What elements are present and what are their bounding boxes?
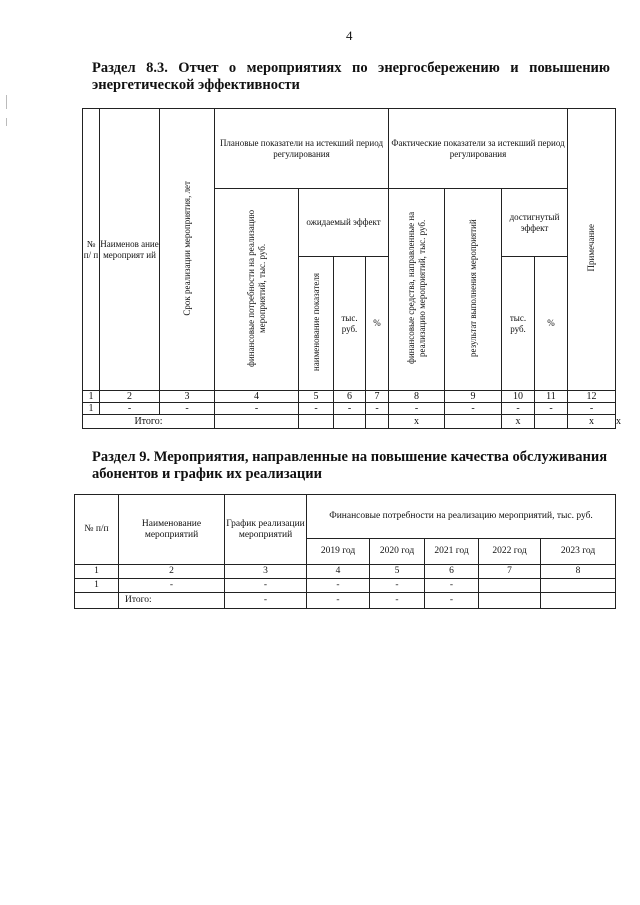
- cell: 1: [75, 579, 119, 593]
- cell: -: [445, 403, 502, 415]
- header-name: Наименование мероприятий: [119, 495, 225, 565]
- header-term: [160, 109, 215, 391]
- header-year: 2023 год: [541, 539, 616, 565]
- header-note: [568, 109, 616, 391]
- header-year: 2019 год: [307, 539, 370, 565]
- header-ach-rub: тыс. руб.: [502, 257, 535, 391]
- cell: -: [225, 579, 307, 593]
- header-plan-fin-text: финансовые потребности на реализацию мероприятий, тыс. руб.: [245, 209, 267, 367]
- col-number: 9: [445, 391, 502, 403]
- cell: -: [568, 403, 616, 415]
- header-ach-pct: %: [535, 257, 568, 391]
- table-row: [75, 579, 616, 593]
- margin-mark: [6, 95, 7, 109]
- cell: -: [119, 579, 225, 593]
- cell: -: [307, 593, 370, 609]
- header-number: № п/ п: [83, 109, 100, 391]
- col-number: 10: [502, 391, 535, 403]
- header-plan-group: Плановые показатели на истекший период регулирования: [215, 109, 389, 189]
- cell: -: [502, 403, 535, 415]
- cell: -: [299, 403, 334, 415]
- service-quality-table: [74, 494, 616, 609]
- cell: [535, 415, 568, 429]
- margin-mark: [6, 118, 7, 126]
- cell: x: [568, 415, 616, 429]
- col-number: 5: [370, 565, 425, 579]
- section-9-title: Раздел 9. Мероприятия, направленные на повышение качества обслуживания абонентов и график их реализации: [92, 449, 608, 482]
- col-number: 11: [535, 391, 568, 403]
- cell: -: [160, 403, 215, 415]
- cell: [75, 593, 119, 609]
- col-number: 8: [541, 565, 616, 579]
- cell: -: [425, 579, 479, 593]
- total-label: Итого:: [83, 415, 215, 429]
- cell: [299, 415, 334, 429]
- header-year: 2022 год: [479, 539, 541, 565]
- header-exp-name: [299, 257, 334, 391]
- col-number: 2: [119, 565, 225, 579]
- header-fact-result-text: результат выполнения мероприятий: [467, 219, 478, 357]
- cell: -: [100, 403, 160, 415]
- table-row: [83, 403, 616, 415]
- header-exp-rub: тыс. руб.: [334, 257, 366, 391]
- cell: -: [215, 403, 299, 415]
- col-number: 2: [100, 391, 160, 403]
- energy-saving-report-table: [82, 108, 621, 429]
- cell: -: [225, 593, 307, 609]
- header-exp-pct: %: [366, 257, 389, 391]
- col-number: 1: [75, 565, 119, 579]
- col-number: 3: [225, 565, 307, 579]
- cell: -: [389, 403, 445, 415]
- cell: 1: [83, 403, 100, 415]
- col-number: 1: [83, 391, 100, 403]
- col-number: 6: [425, 565, 479, 579]
- header-fact-fin: [389, 189, 445, 391]
- col-number: 3: [160, 391, 215, 403]
- cell: [215, 415, 299, 429]
- header-term-text: Срок реализации мероприятия, лет: [181, 180, 192, 316]
- cell: [541, 593, 616, 609]
- header-name: Наименов ание мероприят ий: [100, 109, 160, 391]
- cell: x: [389, 415, 445, 429]
- col-number: 7: [366, 391, 389, 403]
- col-number: 5: [299, 391, 334, 403]
- page-number: 4: [346, 28, 353, 43]
- cell: -: [307, 579, 370, 593]
- header-fact-fin-text: финансовые средства, направленные на реализацию мероприятий, тыс. руб.: [405, 211, 427, 365]
- col-number: 12: [568, 391, 616, 403]
- header-achieved-group: достигнутый эффект: [502, 189, 568, 257]
- header-fact-result: [445, 189, 502, 391]
- cell: -: [370, 593, 425, 609]
- cell: [366, 415, 389, 429]
- header-fact-group: Фактические показатели за истекший период регулирования: [389, 109, 568, 189]
- total-row: [75, 593, 616, 609]
- header-note-text: Примечание: [586, 224, 596, 272]
- col-number: 6: [334, 391, 366, 403]
- cell: [541, 579, 616, 593]
- cell: -: [535, 403, 568, 415]
- header-plan-fin: [215, 189, 299, 391]
- header-number: № п/п: [75, 495, 119, 565]
- header-exp-name-text: наименование показателя: [310, 272, 321, 372]
- col-number: 4: [307, 565, 370, 579]
- cell: -: [425, 593, 479, 609]
- col-number: 8: [389, 391, 445, 403]
- col-number: 4: [215, 391, 299, 403]
- header-expected-group: ожидаемый эффект: [299, 189, 389, 257]
- cell: [445, 415, 502, 429]
- cell: x: [502, 415, 535, 429]
- header-year: 2021 год: [425, 539, 479, 565]
- cell: [479, 593, 541, 609]
- header-year: 2020 год: [370, 539, 425, 565]
- cell: -: [370, 579, 425, 593]
- cell: [334, 415, 366, 429]
- header-schedule: График реализации мероприятий: [225, 495, 307, 565]
- cell: -: [334, 403, 366, 415]
- cell: [479, 579, 541, 593]
- cell: -: [366, 403, 389, 415]
- col-number: 7: [479, 565, 541, 579]
- total-label: Итого:: [119, 593, 225, 609]
- total-row: Итого: x x x x: [83, 415, 616, 429]
- header-fin-group: Финансовые потребности на реализацию мероприятий, тыс. руб.: [307, 495, 616, 539]
- section-8-3-title: Раздел 8.3. Отчет о мероприятиях по энергосбережению и повышению энергетической эффективности: [92, 60, 610, 93]
